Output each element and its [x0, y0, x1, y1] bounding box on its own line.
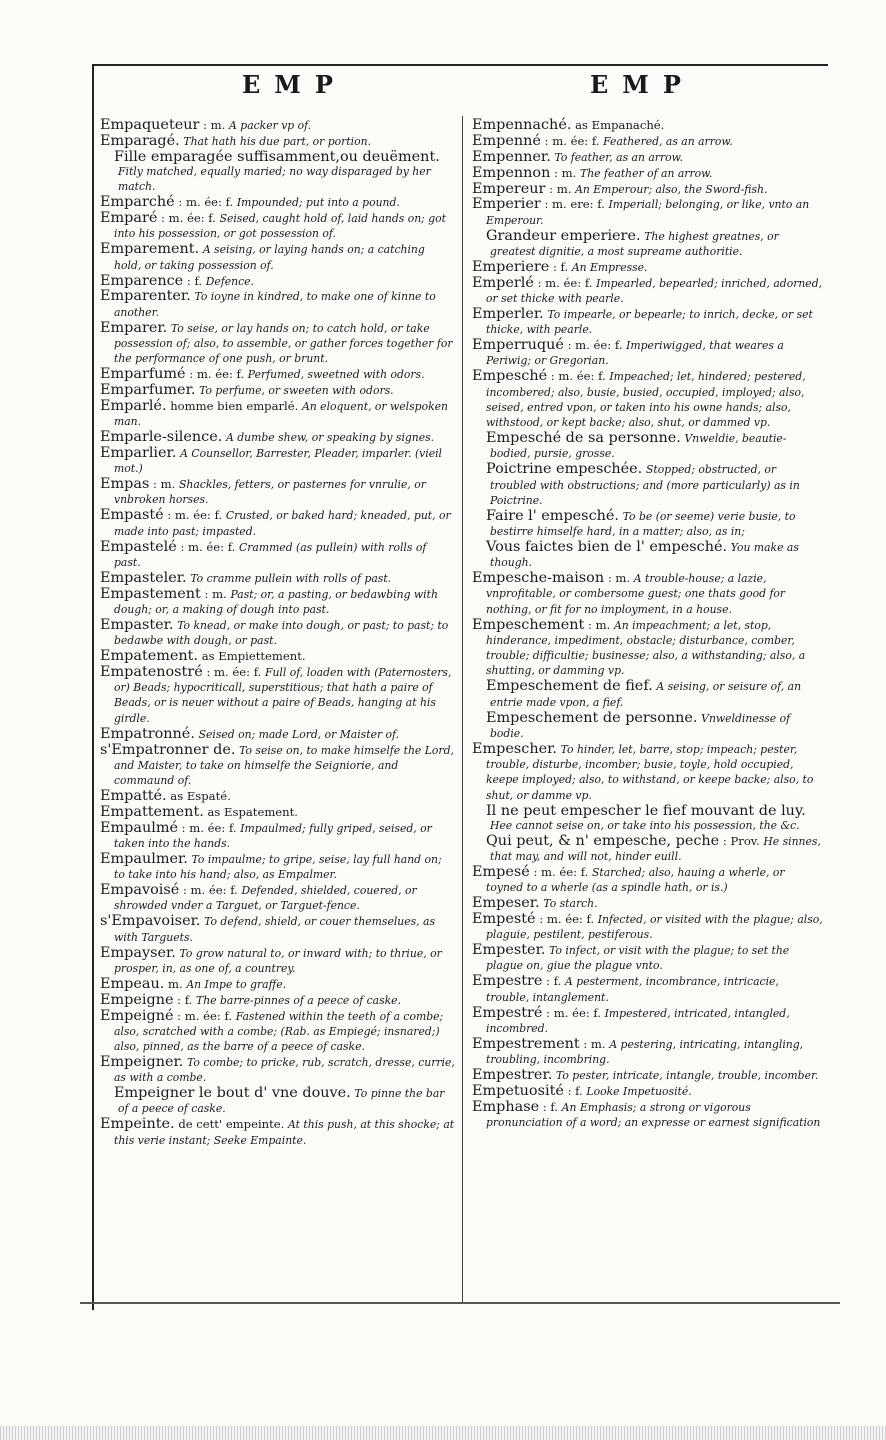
definition: To starch.: [543, 897, 598, 911]
headword: Emparlé.: [100, 397, 167, 414]
dictionary-entry: [472, 1100, 824, 1131]
dictionary-entry: [100, 508, 455, 539]
definition: To pester, intricate, intangle, trouble, incomber.: [556, 1068, 819, 1082]
definition: Impounded; put into a pound.: [236, 196, 400, 210]
dictionary-entry: [472, 431, 824, 462]
headword: Empattement.: [100, 803, 204, 820]
dictionary-entry: [472, 1084, 824, 1099]
dictionary-entry: [472, 260, 824, 275]
dictionary-entry: [100, 289, 455, 320]
definition: You make as though.: [490, 540, 799, 570]
dictionary-entry: [472, 166, 824, 181]
definition: He sinnes, that may, and will not, hinder euill.: [490, 834, 821, 864]
dictionary-entry: [472, 742, 824, 803]
headword: Vous faictes bien de l' empesché.: [486, 538, 728, 555]
dictionary-entry: [100, 274, 455, 289]
grammar-note: : m.: [549, 181, 572, 196]
headword: Empesé: [472, 863, 530, 880]
dictionary-entry: [100, 1086, 455, 1117]
column-divider: [462, 116, 463, 1302]
headword: Empester.: [472, 942, 546, 959]
headword: Empescher.: [472, 740, 557, 757]
headword: Empeigner.: [100, 1054, 184, 1070]
definition: A trouble-house; a lazie, vnprofitable, or combersome guest; one thats good for nothing, or fit for no imployment, in a house.: [486, 572, 786, 616]
dictionary-entry: [100, 446, 455, 477]
headword: Emparlier.: [100, 444, 177, 461]
headword: Emparence: [100, 272, 184, 289]
definition: To grow natural to, or inward with; to thriue, or prosper, in, as one of, a countrey.: [114, 946, 442, 975]
headword: Empesché de sa personne.: [486, 430, 681, 447]
headword: Empenné: [472, 132, 541, 149]
definition: To pinne the bar of a peece of caske.: [118, 1087, 445, 1116]
dictionary-entry: [472, 276, 824, 307]
dictionary-entry: [100, 852, 455, 883]
grammar-note: homme bien emparlé.: [170, 398, 299, 413]
dictionary-entry: [472, 369, 824, 430]
headword: Empeigne: [100, 991, 174, 1008]
dictionary-entry: [100, 383, 455, 398]
definition: A Counsellor, Barrester, Pleader, imparler. (vieil mot.): [114, 446, 443, 476]
definition: The barre-pinnes of a peece of caske.: [196, 993, 402, 1007]
dictionary-entry: [472, 307, 824, 338]
grammar-note: : m.: [204, 586, 227, 601]
dictionary-entry: [100, 1055, 455, 1086]
headword: s'Empavoiser.: [100, 913, 201, 930]
headword: Empestrement: [472, 1035, 580, 1052]
definition: Impearled, bepearled; inriched, adorned, or set thicke with pearle.: [486, 276, 823, 306]
definition: To seise, or lay hands on; to catch hold, or take possession of; also, to assemble, or gather forces together for the performance of one push, or brunt.: [114, 321, 453, 366]
grammar-note: : m. ée: f.: [567, 338, 623, 353]
dictionary-entry: [100, 743, 455, 789]
definition: Shackles, fetters, or pasternes for vnrulie, or vnbroken horses.: [114, 478, 426, 507]
headword: Faire l' empesché.: [486, 507, 619, 524]
headword: Empaster.: [100, 616, 174, 633]
headword: Empatement.: [100, 647, 199, 664]
headword: Empestré: [472, 1004, 543, 1021]
definition: Stopped; obstructed, or troubled with obstructions; and (more particularly) as in Poictrine.: [490, 463, 800, 507]
headword: Empetuosité: [472, 1082, 564, 1099]
grammar-note: : m.: [588, 617, 611, 632]
headword: Empatté.: [100, 788, 167, 805]
headword: Emparement.: [100, 241, 200, 258]
grammar-note: : m. ée: f.: [189, 367, 245, 382]
headword: Empenner.: [472, 148, 551, 165]
definition: An Emperour; also, the Sword-fish.: [575, 182, 768, 196]
dictionary-entry: [100, 587, 455, 618]
grammar-note: as Espaté.: [170, 789, 231, 804]
dictionary-entry: [472, 182, 824, 197]
headword: Empastelé: [100, 538, 177, 555]
grammar-note: : m. ée: f.: [537, 275, 593, 290]
dictionary-entry: [472, 834, 824, 865]
definition: Impeached; let, hindered; pestered, incombered; also, busie, busied, occupied, imployed; also, seised, entred vpon, or taken into his owne hands; also, withstood, or kept backe; also, shut, or dammed vp.: [486, 370, 806, 430]
headword: Empereur: [472, 180, 546, 197]
definition: Perfumed, sweetned with odors.: [247, 368, 425, 382]
definition: Crammed (as pullein) with rolls of past.: [114, 540, 427, 569]
dictionary-entry: [472, 679, 824, 710]
grammar-note: m.: [168, 976, 183, 991]
definition: To seise on, to make himselfe the Lord, and Maister, to take on himselfe the Seigniorie, and commaund of.: [114, 743, 454, 788]
definition: Seised, caught hold of, laid hands on; got into his possession, or got possession of.: [114, 212, 446, 241]
headword: Emparfumer.: [100, 381, 196, 398]
headword: Emperruqué: [472, 337, 564, 354]
grammar-note: : m.: [607, 571, 631, 586]
definition: To defend, shield, or couer themselues, as with Targuets.: [114, 915, 436, 944]
definition: Feathered, as an arrow.: [603, 134, 733, 148]
definition: Imperiall; belonging, or like, vnto an Emperour.: [486, 198, 810, 227]
headword: Empeschement de fief.: [486, 678, 653, 695]
grammar-note: : m. ée: f.: [167, 508, 223, 523]
grammar-note: : m. ée: f.: [544, 133, 600, 148]
headword: Emparfumé: [100, 366, 186, 383]
dictionary-entry: [100, 134, 455, 149]
dictionary-entry: [100, 211, 455, 242]
headword: Empennaché.: [472, 117, 572, 133]
headword: Empaulmé: [100, 819, 178, 836]
dictionary-entry: [100, 150, 455, 195]
definition: Infected, or visited with the plague; also, plaguie, pestilent, pestiferous.: [486, 912, 823, 942]
grammar-note: : m.: [583, 1036, 606, 1051]
headword: Emparché: [100, 194, 175, 211]
grammar-note: : m. ée: f.: [161, 211, 216, 226]
dictionary-entry: [472, 509, 824, 540]
dictionary-entry: [100, 977, 455, 992]
headword: Empesté: [472, 910, 536, 927]
dictionary-entry: [472, 711, 824, 742]
dictionary-entry: [472, 118, 824, 133]
headword: Emparagé.: [100, 132, 180, 149]
headword: Empayser.: [100, 944, 176, 961]
definition: That hath his due part, or portion.: [183, 134, 372, 148]
headword: Empeschement: [472, 616, 585, 633]
definition: Vnweldinesse of bodie.: [490, 711, 791, 740]
definition: To hinder, let, barre, stop; impeach; pester, trouble, disturbe, incomber; busie, toyle, hold occupied, keepe imployed; also, to withstand, or keepe backe; also, to shut, or damme vp.: [486, 742, 814, 802]
dictionary-entry: [100, 883, 455, 914]
definition: Fitly matched, equally maried; no way disparaged by her match.: [118, 165, 431, 194]
dictionary-entry: [472, 896, 824, 911]
definition: To ioyne in kindred, to make one of kinne to another.: [114, 290, 436, 319]
definition: To combe; to pricke, rub, scratch, dresse, currie, as with a combe.: [114, 1056, 455, 1085]
dictionary-entry: [472, 338, 824, 369]
definition: To impearle, or bepearle; to inrich, decke, or set thicke, with pearle.: [486, 307, 813, 337]
grammar-note: : m.: [203, 118, 226, 132]
grammar-note: as Empanaché.: [575, 118, 665, 132]
headword: Empastement: [100, 585, 201, 602]
page-frame-bottom-rule: [80, 1302, 840, 1304]
grammar-note: as Espatement.: [207, 804, 298, 819]
headword: Empasté: [100, 507, 164, 524]
headword: Empaqueteur: [100, 117, 200, 133]
definition: Past; or, a pasting, or bedawbing with dough; or, a making of dough into past.: [114, 587, 438, 616]
grammar-note: : m. ée: f.: [206, 664, 262, 679]
dictionary-entry: [100, 805, 455, 820]
dictionary-entry: [100, 993, 455, 1008]
dictionary-entry: [472, 150, 824, 165]
grammar-note: as Empiettement.: [201, 648, 306, 663]
definition: To be (or seeme) verie busie, to bestirre himselfe hard, in a matter; also, as in;: [490, 509, 796, 539]
dictionary-entry: [472, 571, 824, 617]
definition: To knead, or make into dough, or past; to past; to bedawbe with dough, or past.: [114, 618, 449, 648]
left-column: [100, 118, 455, 1149]
headword: Emparé: [100, 210, 158, 227]
grammar-note: : f.: [567, 1083, 583, 1098]
definition: Impestered, intricated, intangled, incombred.: [486, 1006, 790, 1035]
definition: A pestering, intricating, intangling, troubling, incombring.: [486, 1037, 804, 1067]
dictionary-entry: [100, 477, 455, 508]
headword: Empeinte.: [100, 1116, 175, 1133]
definition: Crusted, or baked hard; kneaded, put, or made into past; impasted.: [114, 509, 451, 538]
grammar-note: de cett' empeinte.: [178, 1117, 285, 1132]
definition: Imperiwigged, that weares a Periwig; or Gregorian.: [486, 339, 784, 368]
definition: To infect, or visit with the plague; to set the plague on, giue the plague vnto.: [486, 944, 790, 973]
running-head-left: EMP: [242, 70, 347, 99]
definition: To cramme pullein with rolls of past.: [190, 571, 392, 585]
headword: Empesche-maison: [472, 570, 605, 587]
dictionary-entry: [100, 242, 455, 273]
grammar-note: : Prov.: [722, 833, 760, 848]
definition: An eloquent, or welspoken man.: [114, 399, 448, 429]
dictionary-entry: [472, 229, 824, 260]
definition: At this push, at this shocke; at this verie instant; Seeke Empainte.: [114, 1118, 455, 1147]
headword: Fille emparagée suffisamment,ou deuëment.: [114, 148, 440, 165]
dictionary-entry: [100, 1117, 455, 1148]
grammar-note: : m. ée: f.: [181, 820, 237, 835]
definition: Hee cannot seise on, or take into his possession, the &c.: [490, 818, 800, 832]
grammar-note: : f.: [542, 1099, 558, 1114]
dictionary-entry: [100, 430, 455, 445]
definition: A pesterment, incombrance, intricacie, trouble, intanglement.: [486, 975, 779, 1004]
definition: An Emphasis; a strong or vigorous pronunciation of a word; an expresse or earnest signification: [486, 1100, 821, 1129]
page-frame-top-rule: [92, 64, 828, 66]
dictionary-entry: [472, 974, 824, 1005]
dictionary-entry: [472, 912, 824, 943]
headword: Empaulmer.: [100, 850, 188, 867]
definition: Looke Impetuosité.: [586, 1084, 692, 1098]
headword: Il ne peut empescher le fief mouvant de luy.: [486, 802, 806, 819]
headword: Emperiere: [472, 258, 550, 275]
dictionary-entry: [100, 618, 455, 649]
page-frame-left-rule: [92, 64, 94, 1310]
definition: A dumbe shew, or speaking by signes.: [226, 431, 435, 445]
headword: Empeser.: [472, 895, 540, 912]
dictionary-entry: [100, 321, 455, 367]
dictionary-entry: [100, 540, 455, 571]
definition: Vnweldie, beautie-bodied, pursie, grosse.: [490, 432, 787, 461]
definition: Starched; also, hauing a wherle, or toyned to a wherle (as a spindle hath, or is.): [486, 865, 785, 895]
dictionary-entry: [100, 118, 455, 133]
grammar-note: : f.: [546, 974, 562, 989]
headword: Emphase: [472, 1098, 540, 1115]
definition: Full of, loaden with (Paternosters, or) Beads; hypocriticall, superstitious; that hath a paire of Beads, or is neuer without a paire of Beads, hanging at his girdle.: [114, 665, 452, 725]
definition: Impaulmed; fully griped, seised, or taken into the hands.: [114, 821, 432, 851]
dictionary-entry: [472, 943, 824, 974]
dictionary-entry: [472, 134, 824, 149]
headword: Empestre: [472, 973, 543, 990]
definition: Defence.: [205, 274, 254, 288]
headword: Poictrine empeschée.: [486, 461, 643, 478]
dictionary-entry: [100, 821, 455, 852]
dictionary-entry: [100, 571, 455, 586]
definition: A seising, or laying hands on; a catching hold, or taking possession of.: [114, 243, 425, 272]
grammar-note: : m. ée: f.: [533, 864, 589, 879]
headword: Emparer.: [100, 319, 168, 336]
headword: Empavoisé: [100, 882, 180, 899]
dictionary-entry: [100, 727, 455, 742]
grammar-note: : m.: [153, 477, 176, 492]
headword: Emparenter.: [100, 288, 191, 305]
dictionary-entry: [472, 197, 824, 228]
grammar-note: : f.: [552, 259, 569, 274]
headword: Empeigné: [100, 1007, 174, 1024]
dictionary-entry: [100, 665, 455, 726]
headword: Empatenostré: [100, 663, 203, 680]
dictionary-entry: [472, 804, 824, 834]
definition: To perfume, or sweeten with odors.: [199, 383, 394, 397]
headword: Emperler.: [472, 305, 544, 322]
headword: Empennon: [472, 164, 551, 181]
definition: Defended, shielded, couered, or shrowded vnder a Targuet, or Targuet-fence.: [114, 884, 417, 913]
headword: Empas: [100, 476, 150, 493]
definition: An Impe to graffe.: [186, 977, 287, 991]
headword: Emperier: [472, 196, 541, 213]
definition: Fastened within the teeth of a combe; also, scratched with a combe; (Rab. as Empiegé; insnared;) also, pinned, as the barre of a peece of caske.: [114, 1009, 444, 1054]
definition: An Empresse.: [571, 260, 648, 274]
headword: s'Empatronner de.: [100, 741, 236, 758]
headword: Empatronné.: [100, 725, 195, 742]
definition: Seised on; made Lord, or Maister of.: [198, 727, 400, 741]
scan-edge-strip: [0, 1426, 886, 1440]
dictionary-entry: [100, 914, 455, 945]
headword: Empeschement de personne.: [486, 709, 698, 726]
grammar-note: : f.: [177, 992, 193, 1007]
headword: Emperlé: [472, 274, 534, 291]
dictionary-entry: [100, 789, 455, 804]
headword: Empasteler.: [100, 569, 187, 586]
grammar-note: : m. ée: f.: [550, 369, 606, 384]
dictionary-entry: [472, 618, 824, 679]
grammar-note: : m. ée: f.: [182, 883, 238, 898]
definition: The highest greatnes, or greatest dignitie, a most supreame authoritie.: [490, 229, 779, 258]
grammar-note: : m.: [554, 165, 577, 180]
definition: The feather of an arrow.: [580, 166, 713, 180]
dictionary-entry: [472, 1006, 824, 1037]
grammar-note: : m. ée: f.: [178, 195, 234, 210]
dictionary-entry: [100, 195, 455, 210]
grammar-note: : m. ée: f.: [180, 539, 236, 554]
dictionary-entry: [472, 865, 824, 896]
grammar-note: : m. ée: f.: [546, 1005, 601, 1020]
dictionary-entry: [472, 462, 824, 508]
grammar-note: : m. ere: f.: [544, 197, 605, 212]
right-column: [472, 118, 824, 1131]
headword: Qui peut, & n' empesche, peche: [486, 832, 720, 849]
headword: Empestrer.: [472, 1066, 553, 1083]
definition: An impeachment; a let, stop, hinderance, impediment, obstacle; disturbance, comber, trouble; difficultie; businesse; also, a withstanding; also, a shutting, or damming vp.: [486, 618, 806, 678]
dictionary-entry: [100, 946, 455, 977]
dictionary-entry: [472, 540, 824, 571]
grammar-note: : m. ée: f.: [177, 1008, 233, 1023]
headword: Empesché: [472, 368, 548, 385]
dictionary-entry: [100, 399, 455, 430]
dictionary-entry: [100, 1009, 455, 1055]
dictionary-entry: [472, 1037, 824, 1068]
dictionary-entry: [472, 1068, 824, 1083]
grammar-note: : m. ée: f.: [539, 911, 595, 926]
definition: To impaulme; to gripe, seise, lay full hand on; to take into his hand; also, as Empalmer.: [114, 852, 442, 882]
definition: To feather, as an arrow.: [554, 150, 684, 164]
running-head-right: EMP: [590, 70, 695, 99]
dictionary-entry: [100, 649, 455, 664]
headword: Empeigner le bout d' vne douve.: [114, 1085, 351, 1102]
definition: A seising, or seisure of, an entrie made vpon, a fief.: [490, 680, 802, 709]
dictionary-entry: [100, 367, 455, 382]
headword: Empeau.: [100, 975, 165, 992]
headword: Grandeur emperiere.: [486, 227, 641, 244]
headword: Emparle-silence.: [100, 429, 223, 446]
definition: A packer vp of.: [229, 119, 312, 132]
grammar-note: : f.: [186, 273, 203, 288]
